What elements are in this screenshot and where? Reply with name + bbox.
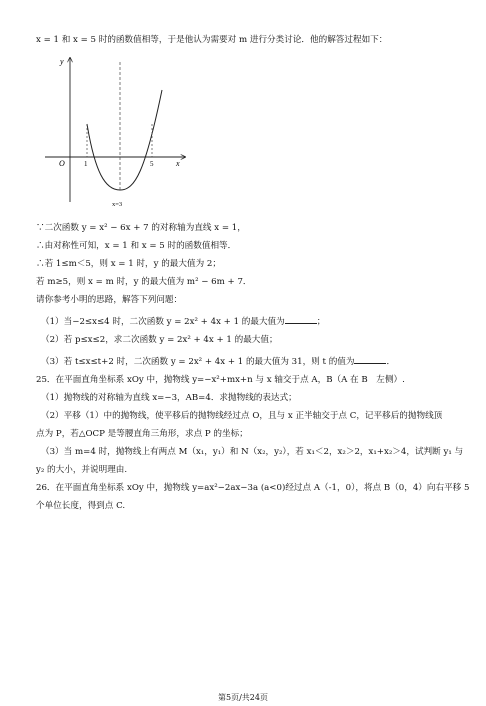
instruction-line: 请你参考小明的思路，解答下列问题： [36, 295, 183, 305]
parabola-curve [87, 90, 162, 190]
q25-part1: （1）抛物线的对称轴为直线 x=−3，AB=4．求抛物线的表达式； [41, 393, 297, 403]
tick-label-5: 5 [150, 160, 154, 168]
q24-part1-text: （1）当−2≤x≤4 时，二次函数 y = 2x² + 4x + 1 的最大值为 [41, 317, 285, 327]
q25-part3-line2: y₂ 的大小，并说明理由. [36, 465, 128, 475]
solution-line-1: ∵二次函数 y = x² − 6x + 7 的对称轴为直线 x = 1， [36, 223, 246, 233]
intro-line: x = 1 和 x = 5 时的函数值相等，于是他认为需要对 m 进行分类讨论．他的解答过程如下： [36, 35, 388, 45]
q24-part3 [41, 354, 456, 368]
q24-part1 [41, 314, 456, 328]
x-axis-label: x [176, 159, 180, 168]
answer-blank-3[interactable] [354, 354, 386, 364]
y-axis-label: y [60, 57, 64, 66]
q26-line2: 个单位长度，得到点 C. [36, 501, 126, 511]
q25-part2-line1: （2）平移（1）中的抛物线，使平移后的抛物线经过点 O，且与 x 正半轴交于点 C，记平移后的抛物线顶 [41, 411, 443, 421]
solution-line-3: ∴若 1≤m＜5，则 x = 1 时，y 的最大值为 2； [36, 259, 221, 269]
solution-line-2: ∴由对称性可知，x = 1 和 x = 5 时的函数值相等． [36, 241, 237, 251]
q24-part1-end: ； [316, 317, 326, 327]
parabola-figure [40, 52, 190, 212]
tick-label-1: 1 [84, 160, 88, 168]
q25-part2-line2: 点为 P，若△OCP 是等腰直角三角形，求点 P 的坐标； [36, 429, 248, 439]
solution-line-4: 若 m≥5，则 x = m 时，y 的最大值为 m² − 6m + 7． [36, 277, 252, 287]
q24-part3-text: （3）若 t≤x≤t+2 时，二次函数 y = 2x² + 4x + 1 的最大值为 31，则 t 的值为 [41, 357, 355, 367]
vertex-label: x=3 [112, 201, 123, 208]
q25-part3-line1: （3）当 m=4 时，抛物线上有两点 M（x₁，y₁）和 N（x₂，y₂），若 x₁＜2，x₂＞2，x₁+x₂＞4，试判断 y₁ 与 [41, 447, 464, 457]
q24-part2: （2）若 p≤x≤2，求二次函数 y = 2x² + 4x + 1 的最大值； [41, 335, 278, 345]
q24-part3-end: ． [386, 357, 396, 367]
q25-stem: 25．在平面直角坐标系 xOy 中，抛物线 y=−x²+mx+n 与 x 轴交于点 A，B（A 在 B 左侧）. [36, 375, 405, 385]
q26-line1: 26．在平面直角坐标系 xOy 中，抛物线 y=ax²−2ax−3a (a<0)经过点 A（-1，0），将点 B（0，4）向右平移 5 [36, 483, 470, 493]
page-footer: 第5页/共24页 [218, 693, 268, 702]
answer-blank-1[interactable] [285, 314, 317, 324]
origin-label: O [59, 159, 65, 168]
